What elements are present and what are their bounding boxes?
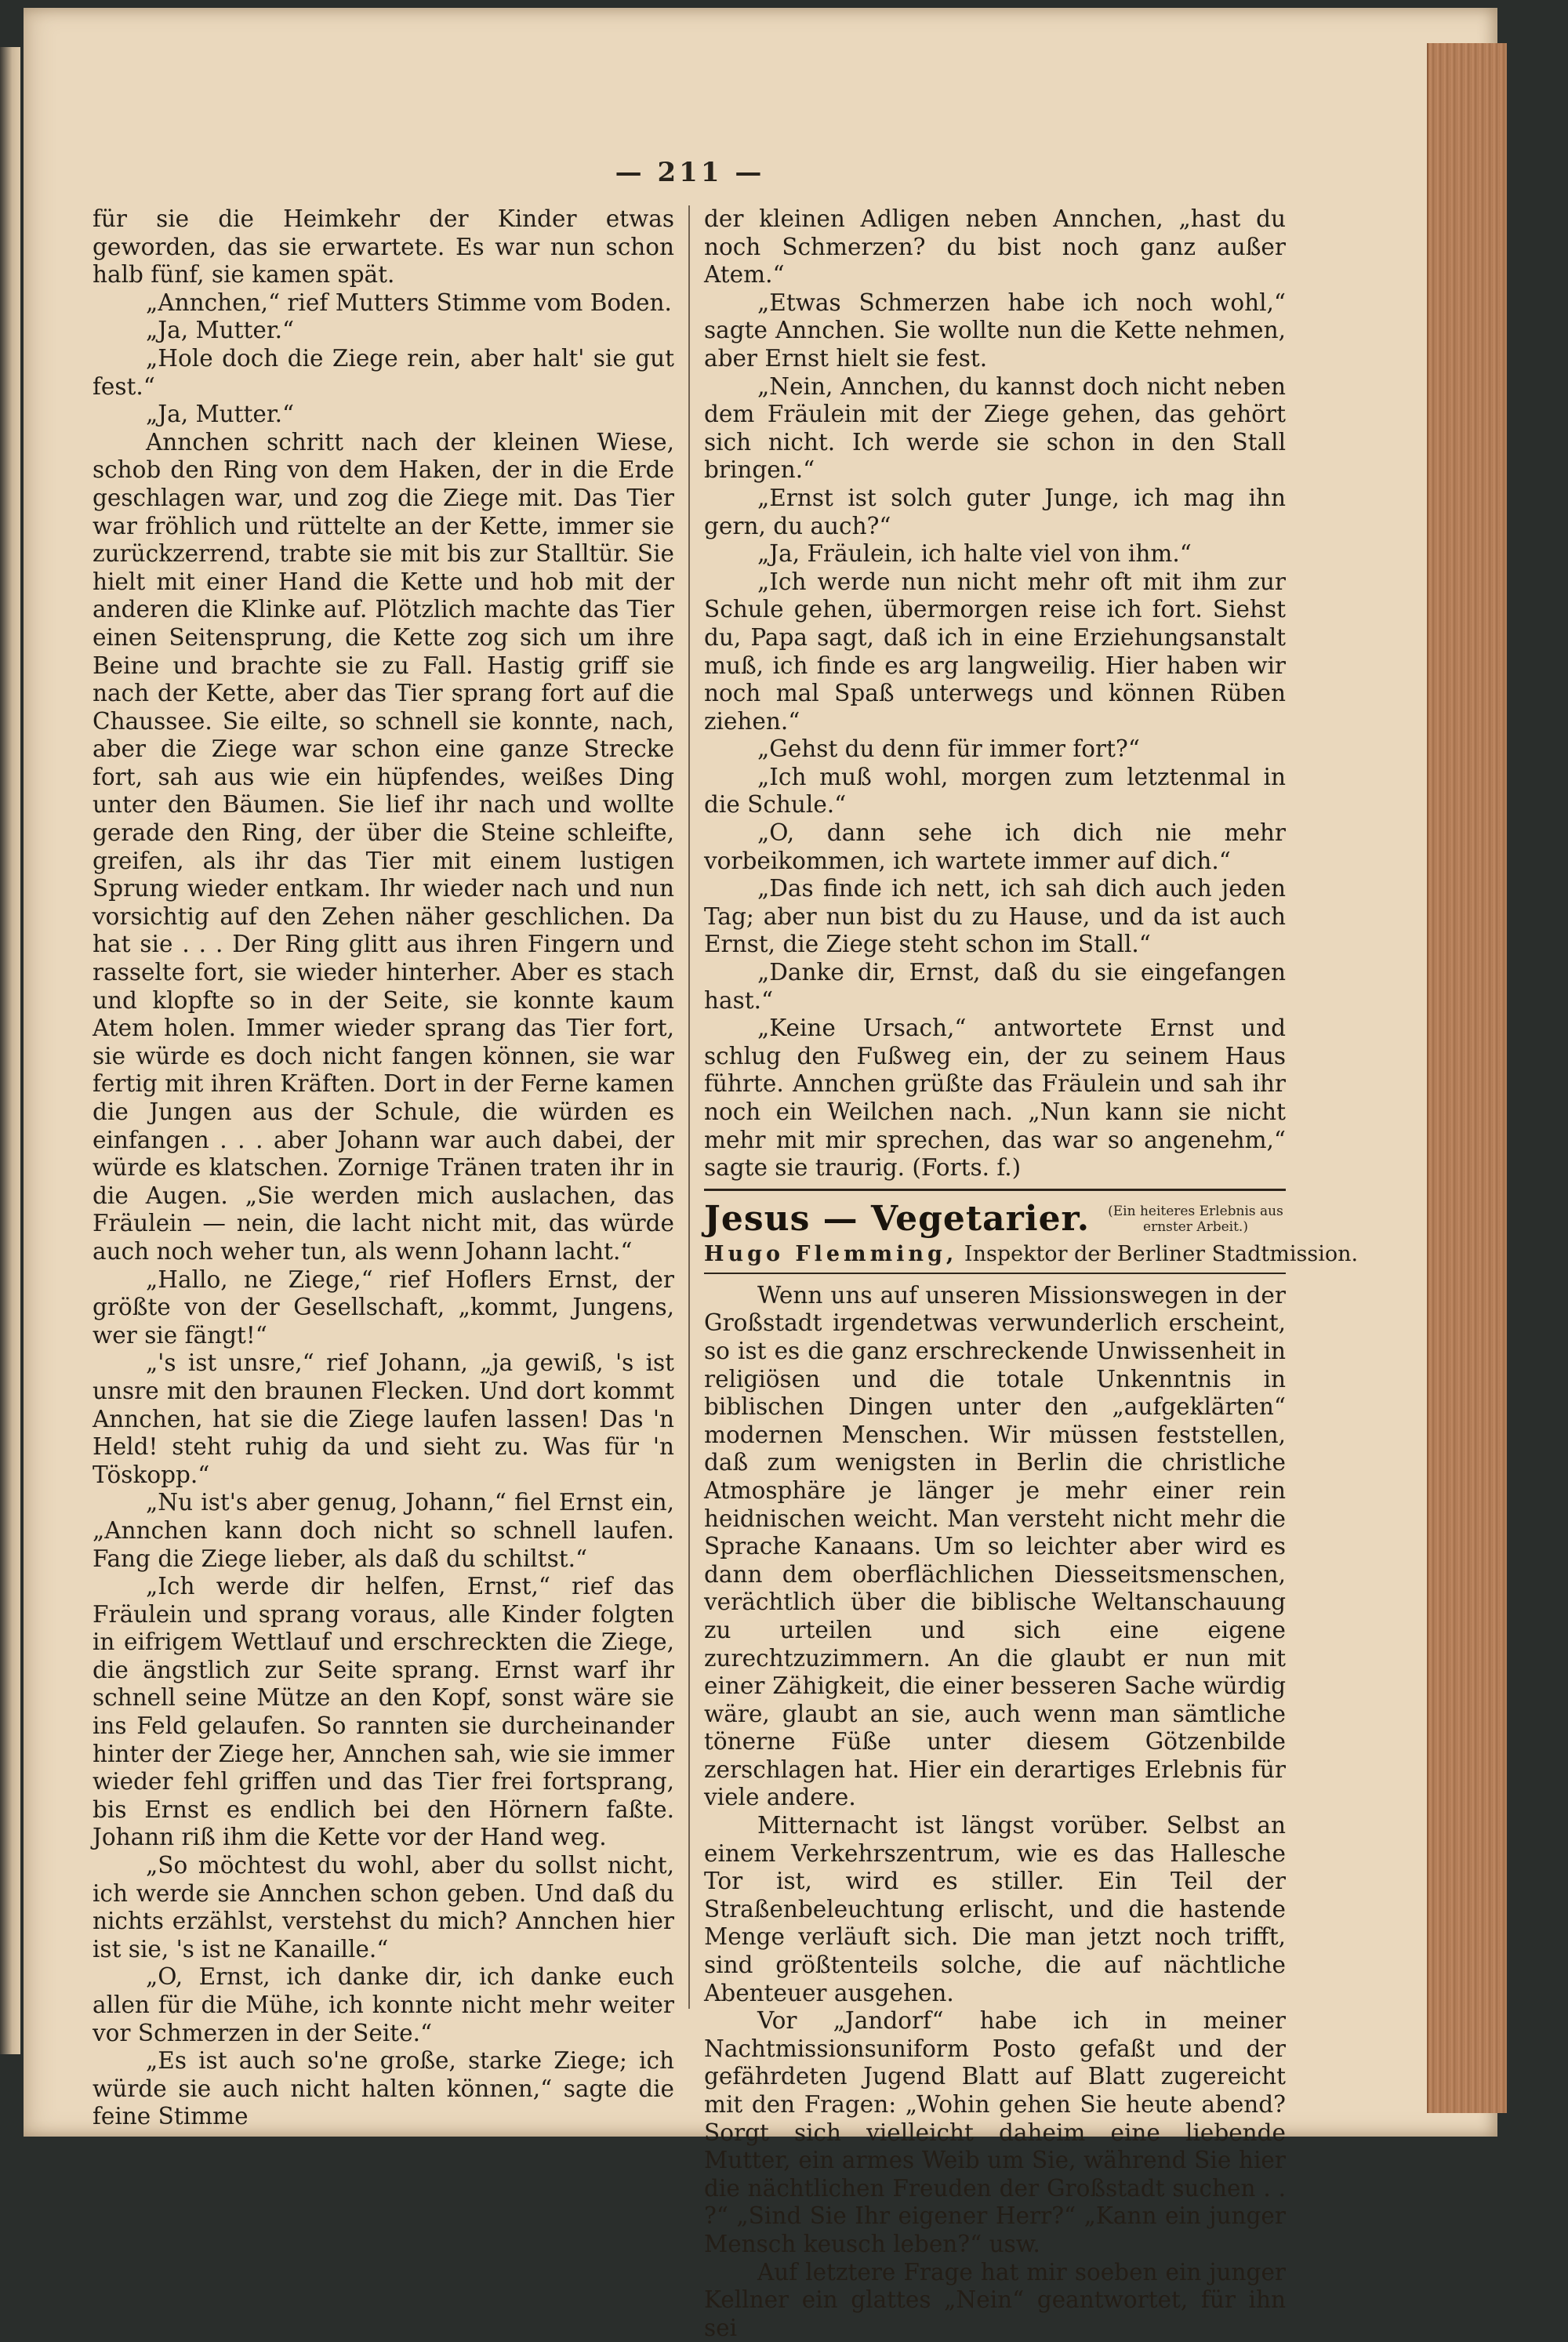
paragraph: „Gehst du denn für immer fort?“: [757, 735, 1140, 763]
paragraph: „Nein, Annchen, du kannst doch nicht neben dem Fräulein mit der Ziege gehen, das gehört sich nicht. Ich werde sie schon in den Stall bringen.“: [704, 372, 1286, 484]
paragraph: „Hallo, ne Ziege,“ rief Hoflers Ernst, der größte von der Gesellschaft, „kommt, Jungens, wer sie fängt!“: [93, 1265, 674, 1349]
paragraph: „Keine Ursach,“ antwortete Ernst und schlug den Fußweg ein, der zu seinem Haus führte. Annchen grüßte das Fräulein und sah ihr noch ein Weilchen nach. „Nun kann sie nicht mehr mit mir sprechen, das war so angenehm,“ sagte sie traurig. (Forts. f.): [704, 1015, 1286, 1182]
paragraph: für sie die Heimkehr der Kinder etwas geworden, das sie erwartete. Es war nun schon halb fünf, sie kamen spät.: [93, 205, 674, 289]
left-column: [93, 205, 674, 2131]
paragraph: „Das finde ich nett, ich sah dich auch jeden Tag; aber nun bist du zu Hause, und da ist auch Ernst, die Ziege steht schon im Stall.“: [704, 875, 1286, 958]
paragraph: „Ernst ist solch guter Junge, ich mag ihn gern, du auch?“: [704, 484, 1286, 539]
paragraph: „Annchen,“ rief Mutters Stimme vom Boden.: [146, 289, 672, 316]
paragraph: „Ja, Mutter.“: [146, 317, 295, 344]
adjacent-page-edge: [0, 47, 20, 2054]
paragraph: Auf letztere Frage hat mir soeben ein junger Kellner ein glattes „Nein“ geantwortet, für ihn sei: [704, 2258, 1286, 2341]
paragraph: Annchen schritt nach der kleinen Wiese, schob den Ring von dem Haken, der in die Erde geschlagen war, und zog die Ziege mit. Das Tier war fröhlich und rüttelte an der Kette, immer sie zurückzerrend, trabte sie mit bis zur Stalltür. Sie hielt mit einer Hand die Kette und hob mit der anderen die Klinke auf. Plötzlich machte das Tier einen Seitensprung, die Kette zog sich um ihre Beine und brachte sie zu Fall. Hastig griff sie nach der Kette, aber das Tier sprang fort auf die Chaussee. Sie eilte, so schnell sie konnte, nach, aber die Ziege war schon eine ganze Strecke fort, sah aus wie ein hüpfendes, weißes Ding unter den Bäumen. Sie lief ihr nach und wollte gerade den Ring, der über die Steine schleifte, greifen, als ihr das Tier mit einem lustigen Sprung wieder entkam. Ihr wieder nach und nun vorsichtig auf den Zehen näher geschlichen. Da hat sie . . . Der Ring glitt aus ihren Fingern und rasselte fort, sie wieder hinterher. Aber es stach und klopfte so in der Seite, sie konnte kaum Atem holen. Immer wieder sprang das Tier fort, sie würde es doch nicht fangen können, sie war fertig mit ihren Kräften. Dort in der Ferne kamen die Jungen aus der Schule, die würden es einfangen . . . aber Johann war auch dabei, der würde es klatschen. Zornige Tränen traten ihr in die Augen. „Sie werden mich auslachen, das Fräulein — nein, die lacht nicht mit, das würde auch noch weher tun, als wenn Johann lacht.“: [93, 428, 674, 1265]
paragraph: „Hole doch die Ziege rein, aber halt' sie gut fest.“: [93, 344, 674, 400]
page-stack-edge: [1427, 43, 1507, 2113]
paragraph: „'s ist unsre,“ rief Johann, „ja gewiß, 's ist unsre mit den braunen Flecken. Und dort kommt Annchen, hat sie die Ziege laufen lassen! Das 'n Held! steht ruhig da und sieht zu. Was für 'n Töskopp.“: [93, 1349, 674, 1488]
paragraph: „Ja, Fräulein, ich halte viel von ihm.“: [757, 540, 1192, 568]
article-heading: [704, 1199, 1286, 1240]
article-byline: [704, 1241, 1359, 1268]
paragraph: Mitternacht ist längst vorüber. Selbst an einem Verkehrszentrum, wie es das Hallesche Tor ist, wird es stiller. Ein Teil der Straßenbeleuchtung erlischt, und die hastende Menge verläuft sich. Die man jetzt noch trifft, sind größtenteils solche, die auf nächtliche Abenteuer ausgehen.: [704, 1812, 1286, 2006]
article-subtitle: (Ein heiteres Erlebnis aus ernster Arbeit.): [1108, 1203, 1283, 1235]
paragraph: „Etwas Schmerzen habe ich noch wohl,“ sagte Annchen. Sie wollte nun die Kette nehmen, aber Ernst hielt sie fest.: [704, 289, 1286, 372]
byline-rule: [704, 1273, 1286, 1274]
page-number: — 211 —: [615, 157, 765, 188]
column-divider: [688, 205, 690, 2009]
right-column: [704, 205, 1359, 2342]
paragraph: Wenn uns auf unseren Missionswegen in der Großstadt irgendetwas verwunderlich erscheint, so ist es die ganz erschreckende Unwissenheit in religiösen und die totale Unkenntnis in biblischen Dingen unter den „aufgeklärten“ modernen Menschen. Wir müssen feststellen, daß zum wenigsten in Berlin die christliche Atmosphäre je länger je mehr einer rein heidnischen weicht. Man versteht nicht mehr die Sprache Kanaans. Um so leichter aber wird es dann dem oberflächlichen Diesseitsmenschen, verächtlich über die biblische Weltanschauung zu urteilen und sich eine eigene zurechtzuzimmern. An die glaubt er nun mit einer Zähigkeit, die einer besseren Sache würdig wäre, glaubt an sie, auch wenn man sämtliche tönerne Füße unter diesem Götzenbilde zerschlagen hat. Hier ein derartiges Erlebnis für viele andere.: [704, 1281, 1286, 1811]
paragraph: „Ich werde dir helfen, Ernst,“ rief das Fräulein und sprang voraus, alle Kinder folgten in eifrigem Wettlauf und erschreckten die Ziege, die ängstlich zur Seite sprang. Ernst warf ihr schnell seine Mütze an den Kopf, sonst wäre sie ins Feld gelaufen. So rannten sie durcheinander hinter der Ziege her, Annchen sah, wie sie immer wieder fehl griffen und das Tier frei fortsprang, bis Ernst es endlich bei den Hörnern faßte. Johann riß ihm die Kette vor der Hand weg.: [93, 1573, 674, 1851]
paragraph: „Es ist auch so'ne große, starke Ziege; ich würde sie auch nicht halten können,“ sagte die feine Stimme: [93, 2047, 674, 2130]
author-name: Hugo Flemming,: [704, 1241, 958, 1266]
paragraph: „Danke dir, Ernst, daß du sie eingefangen hast.“: [704, 959, 1286, 1014]
paragraph: der kleinen Adligen neben Annchen, „hast du noch Schmerzen? du bist noch ganz außer Atem.“: [704, 205, 1286, 289]
article-title: Jesus — Vegetarier.: [704, 1198, 1091, 1239]
paragraph: „O, dann sehe ich dich nie mehr vorbeikommen, ich wartete immer auf dich.“: [704, 819, 1286, 874]
paragraph: „O, Ernst, ich danke dir, ich danke euch allen für die Mühe, ich konnte nicht mehr weiter vor Schmerzen in der Seite.“: [93, 1963, 674, 2046]
paragraph: Vor „Jandorf“ habe ich in meiner Nachtmissionsuniform Posto gefaßt und der gefährdeten Jugend Blatt auf Blatt zugereicht mit den Fragen: „Wohin gehen Sie heute abend? Sorgt sich vielleicht daheim eine liebende Mutter, ein armes Weib um Sie, während Sie hier die nächtlichen Freuden der Großstadt suchen . . ?“ „Sind Sie Ihr eigener Herr?“ „Kann ein junger Mensch keusch leben?“ usw.: [704, 2007, 1286, 2257]
paragraph: „So möchtest du wohl, aber du sollst nicht, ich werde sie Annchen schon geben. Und daß du nichts erzählst, verstehst du mich? Annchen hier ist sie, 's ist ne Kanaille.“: [93, 1852, 674, 1963]
paragraph: „Nu ist's aber genug, Johann,“ fiel Ernst ein, „Annchen kann doch nicht so schnell laufen. Fang die Ziege lieber, als daß du schiltst.“: [93, 1489, 674, 1572]
paragraph: „Ja, Mutter.“: [146, 401, 295, 428]
author-title: Inspektor der Berliner Stadtmission.: [957, 1241, 1359, 1266]
paragraph: „Ich muß wohl, morgen zum letztenmal in die Schule.“: [704, 763, 1286, 819]
paragraph: „Ich werde nun nicht mehr oft mit ihm zur Schule gehen, übermorgen reise ich fort. Siehst du, Papa sagt, daß ich in eine Erziehungsanstalt muß, ich finde es arg langweilig. Hier haben wir noch mal Spaß unterwegs und können Rüben ziehen.“: [704, 568, 1286, 735]
section-rule: [704, 1189, 1286, 1191]
